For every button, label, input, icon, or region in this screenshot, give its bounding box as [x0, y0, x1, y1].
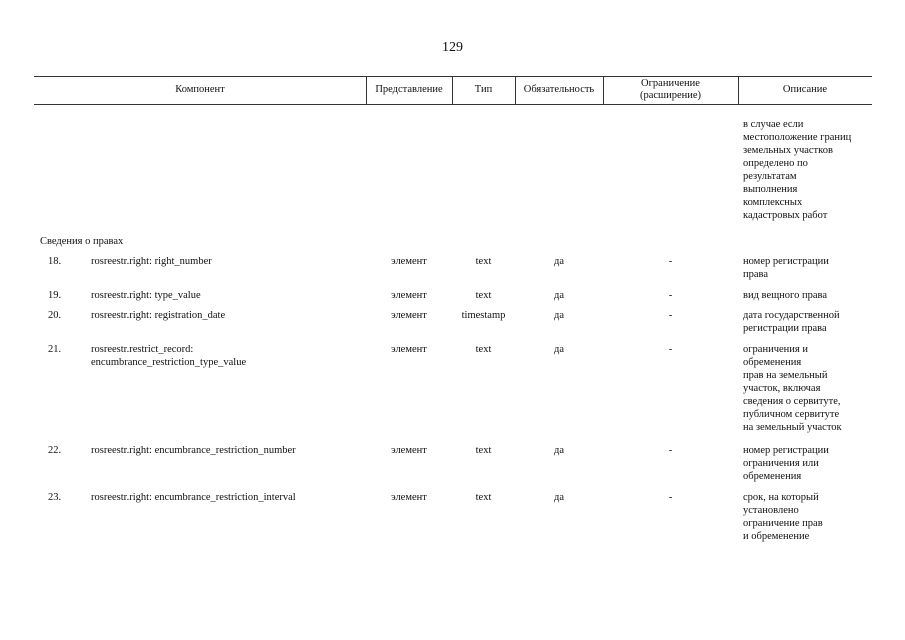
continuation-description-line: выполнения — [743, 184, 798, 195]
row-representation: элемент — [391, 310, 427, 321]
header-type: Тип — [474, 84, 493, 95]
row-representation: элемент — [391, 492, 427, 503]
row-type: text — [475, 344, 492, 355]
row-description: участок, включая — [743, 383, 821, 394]
page-number: 129 — [442, 40, 463, 55]
row-restriction: - — [668, 445, 673, 456]
row-description: номер регистрации — [743, 256, 829, 267]
row-description: права — [743, 269, 769, 280]
row-mandatory: да — [553, 256, 564, 267]
row-type: text — [475, 445, 492, 456]
header-description: Описание — [782, 84, 828, 95]
row-number: 20. — [48, 310, 62, 321]
header-mandatory: Обязательность — [523, 84, 595, 95]
row-description: публичном сервитуте — [743, 409, 840, 420]
row-description: регистрации права — [743, 323, 827, 334]
row-description: номер регистрации — [743, 445, 829, 456]
row-description: и обременение — [743, 531, 810, 542]
header-representation: Представление — [375, 84, 443, 95]
row-mandatory: да — [553, 310, 564, 321]
row-description: обременения — [743, 471, 802, 482]
header-restriction-line: Ограничение — [641, 78, 700, 89]
row-component: rosreestr.right: encumbrance_restriction_number — [91, 445, 296, 456]
row-description: ограничение прав — [743, 518, 823, 529]
row-type: text — [475, 256, 492, 267]
row-representation: элемент — [391, 290, 427, 301]
row-number: 21. — [48, 344, 62, 355]
continuation-description-line: местоположение границ — [743, 132, 852, 143]
header-component: Компонент — [175, 84, 225, 95]
row-description: сведения о сервитуте, — [743, 396, 841, 407]
table-header-bottom-rule — [34, 104, 872, 105]
row-component: rosreestr.right: registration_date — [91, 310, 226, 321]
row-component: rosreestr.restrict_record: — [91, 344, 194, 355]
row-number: 19. — [48, 290, 62, 301]
row-representation: элемент — [391, 445, 427, 456]
row-description: прав на земельный — [743, 370, 828, 381]
row-restriction: - — [668, 290, 673, 301]
row-description: обременения — [743, 357, 802, 368]
continuation-description-line: комплексных — [743, 197, 803, 208]
row-component: encumbrance_restriction_type_value — [91, 357, 247, 368]
continuation-description-line: результатам — [743, 171, 797, 182]
row-number: 22. — [48, 445, 62, 456]
continuation-description-line: в случае если — [743, 119, 804, 130]
row-mandatory: да — [553, 344, 564, 355]
row-description: на земельный участок — [743, 422, 842, 433]
row-type: timestamp — [461, 310, 506, 321]
row-representation: элемент — [391, 344, 427, 355]
header-restriction-line: (расширение) — [639, 90, 702, 101]
row-description: установлено — [743, 505, 799, 516]
row-number: 18. — [48, 256, 62, 267]
row-type: text — [475, 492, 492, 503]
section-title: Сведения о правах — [40, 236, 124, 247]
row-representation: элемент — [391, 256, 427, 267]
row-description: ограничения или — [743, 458, 819, 469]
continuation-description-line: определено по — [743, 158, 808, 169]
row-description: ограничения и — [743, 344, 808, 355]
continuation-description-line: кадастровых работ — [743, 210, 828, 221]
row-restriction: - — [668, 310, 673, 321]
header-restriction — [603, 76, 738, 104]
row-component: rosreestr.right: encumbrance_restriction_interval — [91, 492, 296, 503]
continuation-description-line: земельных участков — [743, 145, 833, 156]
row-restriction: - — [668, 492, 673, 503]
row-component: rosreestr.right: type_value — [91, 290, 201, 301]
row-mandatory: да — [553, 290, 564, 301]
row-component: rosreestr.right: right_number — [91, 256, 212, 267]
row-type: text — [475, 290, 492, 301]
row-mandatory: да — [553, 445, 564, 456]
row-restriction: - — [668, 256, 673, 267]
row-description: срок, на который — [743, 492, 819, 503]
row-number: 23. — [48, 492, 62, 503]
row-description: вид вещного права — [743, 290, 827, 301]
row-restriction: - — [668, 344, 673, 355]
row-mandatory: да — [553, 492, 564, 503]
row-description: дата государственной — [743, 310, 840, 321]
